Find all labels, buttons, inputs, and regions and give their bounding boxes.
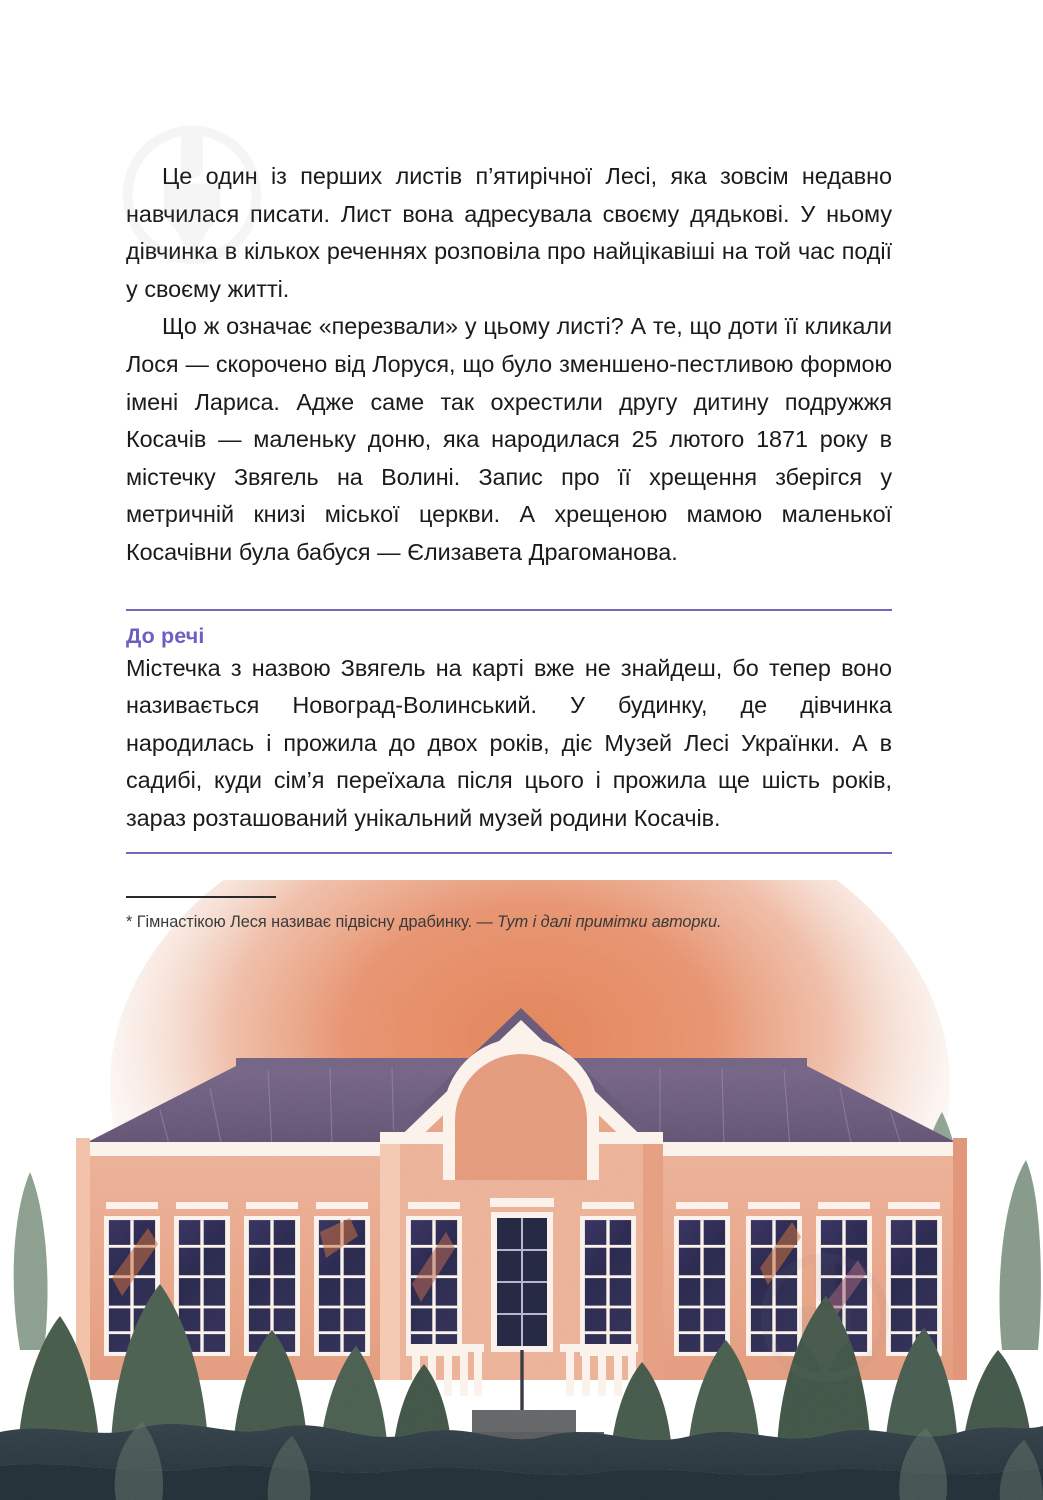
- footnote-separator-rule: [126, 896, 276, 898]
- callout-title: До речі: [126, 623, 205, 648]
- footnote-block: [126, 896, 892, 933]
- text-column: [126, 0, 892, 933]
- body-paragraph-intro: Це один із перших листів п’ятирічної Лесі, яка зовсім недавно навчилася писати. Лист вона адресувала своєму дядькові. У ньому дівчинка в кількох реченнях розповіла про найцікавіші на той час події у своєму житті.: [126, 163, 892, 302]
- footnote-marker: *: [126, 912, 133, 931]
- window-group-right-inner: [674, 1202, 730, 1356]
- callout-paragraph: Містечка з назвою Звягель на карті вже не знайдеш, бо тепер воно називається Новоград-Волинський. У будинку, де дівчинка народилась і прожила до двох років, діє Музей Лесі Українки. А в садибі, куди сім’я переїхала після цього і прожила ще шість років, зараз розташований унікальний музей родини Косачів.: [126, 654, 892, 831]
- footnote-text: [126, 911, 892, 933]
- manor-house-illustration: [0, 880, 1043, 1500]
- footnote-attribution: Тут і далі примітки авторки.: [497, 912, 722, 931]
- footnote-body: Гімнастікою Леся називає підвісну драбинку. —: [136, 912, 493, 931]
- body-paragraph-nickname: Що ж означає «перезвали» у цьому листі? А те, що доти її кликали Лося — скорочено від Лоруся, що було зменшено-пестливою формою імені Лариса. Адже саме так охрестили другу дитину подружжя Косачів — маленьку доню, яка народилася 25 лютого 1871 року в містечку Звягель на Волині. Запис про її хрещення зберігся у метричній книзі міської церкви. А хрещеною мамою маленької Косачівни була бабуся — Єлизавета Драгоманова.: [126, 313, 892, 565]
- callout-box-by-the-way: [126, 609, 892, 854]
- callout-bottom-divider: [126, 852, 892, 854]
- callout-top-divider: [126, 609, 892, 611]
